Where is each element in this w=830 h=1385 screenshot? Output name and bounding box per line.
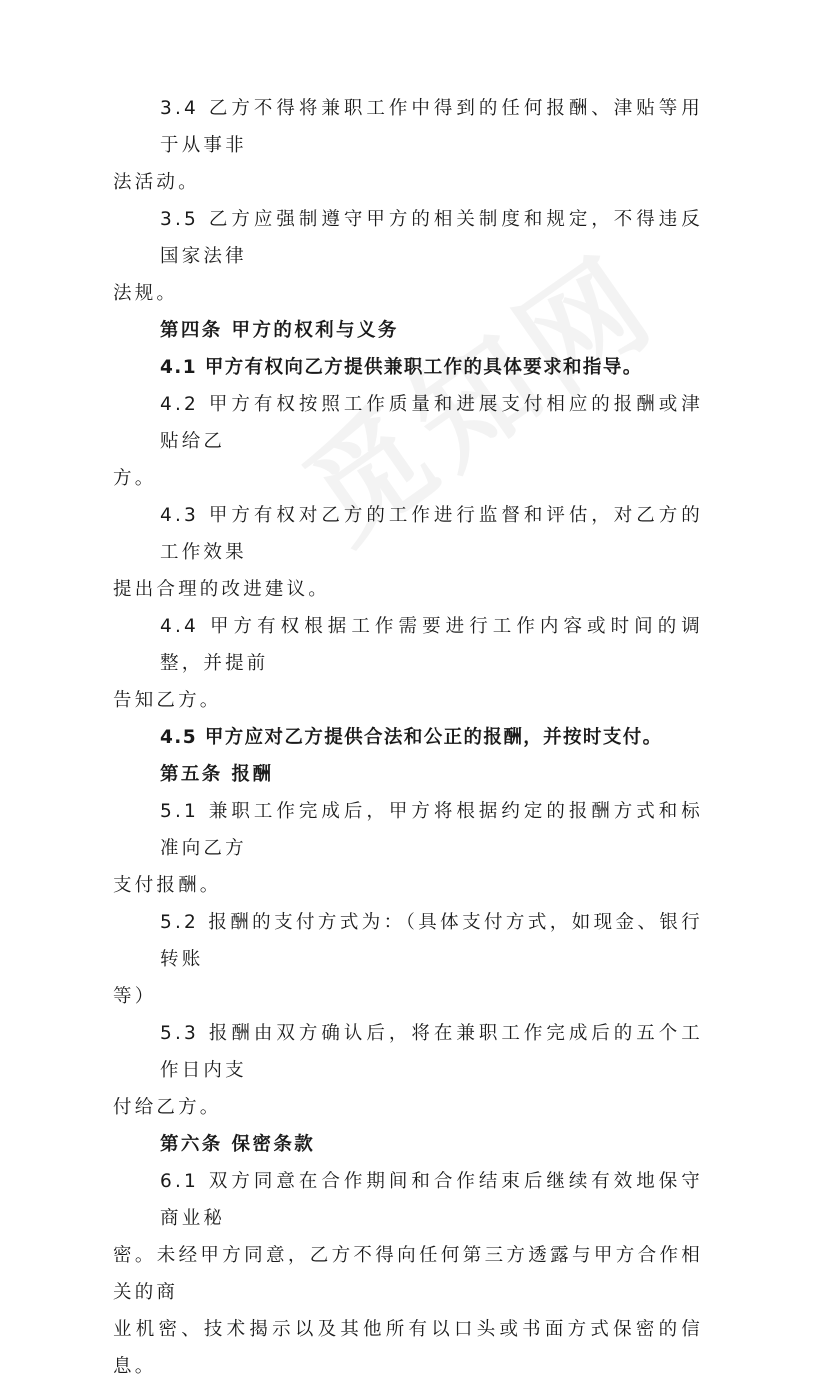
clause-line: 3.5 乙方应强制遵守甲方的相关制度和规定，不得违反国家法律 <box>160 209 703 267</box>
clause-line: 5.3 报酬由双方确认后，将在兼职工作完成后的五个工作日内支 <box>160 1023 703 1081</box>
clause-line: 4.2 甲方有权按照工作质量和进展支付相应的报酬或津贴给乙 <box>160 394 703 452</box>
clause-3-4 <box>113 90 703 201</box>
heading-text: 第六条 保密条款 <box>160 1134 316 1155</box>
clause-line: 4.1 甲方有权向乙方提供兼职工作的具体要求和指导。 <box>160 357 643 378</box>
clause-4-3 <box>113 497 703 608</box>
clause-line: 3.4 乙方不得将兼职工作中得到的任何报酬、津贴等用于从事非 <box>160 98 703 156</box>
clause-line: 告知乙方。 <box>113 690 222 711</box>
document-body <box>113 90 703 1385</box>
clause-line: 方。 <box>113 468 157 489</box>
clause-6-1 <box>113 1163 703 1385</box>
clause-5-1 <box>113 793 703 904</box>
clause-3-5 <box>113 201 703 312</box>
clause-line: 4.4 甲方有权根据工作需要进行工作内容或时间的调整，并提前 <box>160 616 703 674</box>
clause-4-4 <box>113 608 703 719</box>
clause-line: 提出合理的改进建议。 <box>113 579 331 600</box>
clause-line: 法规。 <box>113 283 179 304</box>
clause-line: 等） <box>113 986 157 1007</box>
clause-4-5 <box>113 719 703 756</box>
clause-line: 5.2 报酬的支付方式为：（具体支付方式，如现金、银行转账 <box>160 912 703 970</box>
clause-line: 法活动。 <box>113 172 200 193</box>
heading-text: 第四条 甲方的权利与义务 <box>160 320 399 341</box>
clause-line: 业机密、技术揭示以及其他所有以口头或书面方式保密的信息。 <box>113 1319 703 1377</box>
clause-line: 支付报酬。 <box>113 875 222 896</box>
clause-line: 4.3 甲方有权对乙方的工作进行监督和评估，对乙方的工作效果 <box>160 505 703 563</box>
clause-4-2 <box>113 386 703 497</box>
article-4-heading <box>113 312 703 349</box>
heading-text: 第五条 报酬 <box>160 764 274 785</box>
article-6-heading <box>113 1126 703 1163</box>
clause-line: 4.5 甲方应对乙方提供合法和公正的报酬，并按时支付。 <box>160 727 663 748</box>
clause-line: 付给乙方。 <box>113 1097 222 1118</box>
clause-5-3 <box>113 1015 703 1126</box>
clause-5-2 <box>113 904 703 1015</box>
clause-4-1 <box>113 349 703 386</box>
clause-line: 5.1 兼职工作完成后，甲方将根据约定的报酬方式和标准向乙方 <box>160 801 703 859</box>
clause-line: 密。未经甲方同意，乙方不得向任何第三方透露与甲方合作相关的商 <box>113 1245 703 1303</box>
article-5-heading <box>113 756 703 793</box>
clause-line: 6.1 双方同意在合作期间和合作结束后继续有效地保守商业秘 <box>160 1171 703 1229</box>
